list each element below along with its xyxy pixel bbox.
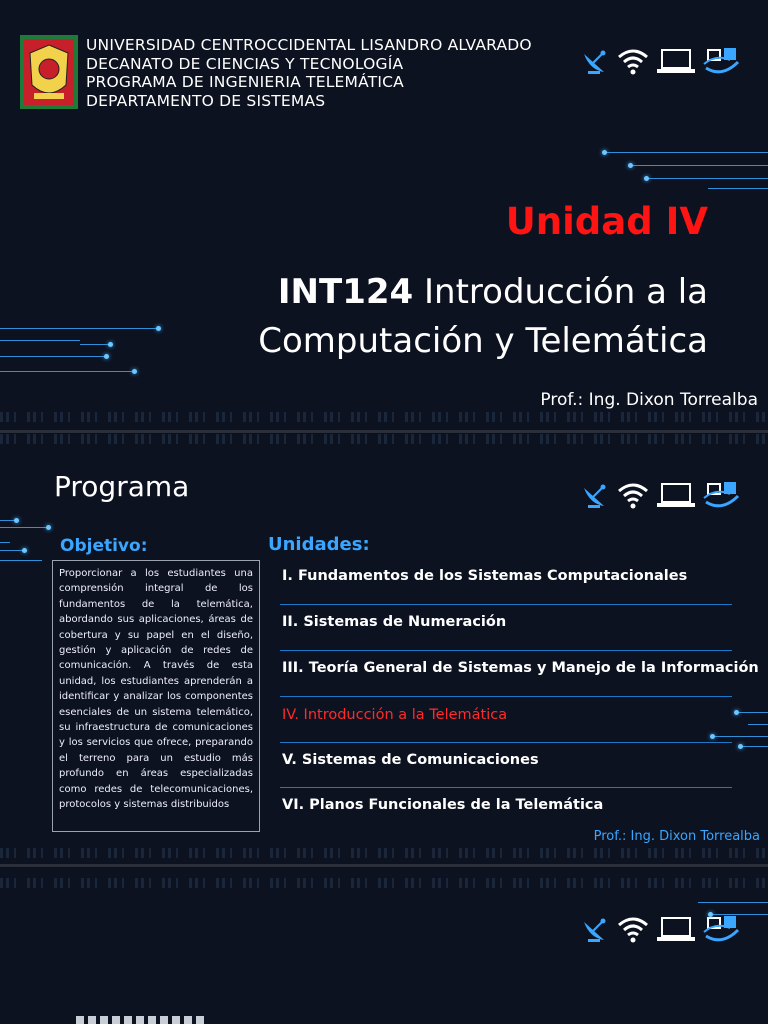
units-title: Unidades: bbox=[268, 534, 370, 555]
professor-name: Prof.: Ing. Dixon Torrealba bbox=[540, 390, 758, 410]
tech-icons bbox=[580, 46, 742, 76]
course-name-line2: Computación y Telemática bbox=[258, 321, 708, 361]
circuit-line bbox=[740, 746, 768, 747]
circuit-line bbox=[708, 188, 768, 189]
objective-text: Proporcionar a los estudiantes una comprensión integral de los fundamentos de la telemática, abordando sus aplicaciones, áreas de cobertura y su papel en el diseño, gestión y aplicación de redes de comunicación. A través de esta unidad, los estudiantes aprenderán a identificar y analizar los componentes esenciales de un sistema telemático, su infraestructura de comunicaciones y los servicios que ofrece, preparando el terreno para un estudio más profundo en áreas especializadas como redes de telecomunicaciones, protocolos y sistemas distribuidos bbox=[52, 560, 260, 832]
circuit-node bbox=[628, 163, 633, 168]
circuit-node bbox=[22, 548, 27, 553]
unit-item-current: IV. Introducción a la Telemática bbox=[282, 707, 508, 723]
circuit-node bbox=[46, 525, 51, 530]
circuit-node bbox=[708, 912, 713, 917]
header-line: DECANATO DE CIENCIAS Y TECNOLOGÍA bbox=[86, 54, 404, 73]
wifi-icon bbox=[616, 46, 650, 76]
circuit-node bbox=[602, 150, 607, 155]
wifi-icon bbox=[616, 480, 650, 510]
course-code: INT124 bbox=[277, 272, 414, 312]
unit-item: I. Fundamentos de los Sistemas Computacionales bbox=[282, 568, 688, 584]
program-slide bbox=[0, 434, 768, 864]
third-slide bbox=[0, 868, 768, 1024]
laptop-icon bbox=[656, 47, 696, 75]
circuit-line bbox=[630, 165, 768, 166]
header-line: DEPARTAMENTO DE SISTEMAS bbox=[86, 91, 326, 110]
institution-header bbox=[86, 36, 532, 110]
network-icon bbox=[702, 480, 742, 510]
network-icon bbox=[702, 914, 742, 944]
dot-pattern bbox=[0, 434, 768, 444]
slide-divider bbox=[0, 864, 768, 867]
circuit-line bbox=[0, 340, 80, 341]
unit-separator bbox=[280, 742, 732, 743]
circuit-line bbox=[0, 356, 106, 357]
circuit-line bbox=[0, 527, 48, 528]
circuit-line bbox=[646, 178, 768, 179]
dot-pattern bbox=[0, 848, 768, 858]
network-icon bbox=[702, 46, 742, 76]
title-slide bbox=[0, 0, 768, 430]
circuit-node bbox=[738, 744, 743, 749]
laptop-icon bbox=[656, 481, 696, 509]
objective-title: Objetivo: bbox=[60, 536, 148, 556]
unit-separator bbox=[280, 787, 732, 788]
dot-pattern bbox=[0, 878, 768, 888]
circuit-line bbox=[0, 550, 24, 551]
circuit-node bbox=[14, 518, 19, 523]
circuit-node bbox=[104, 354, 109, 359]
unit-separator bbox=[280, 696, 732, 697]
satellite-dish-icon bbox=[580, 914, 610, 944]
circuit-line bbox=[0, 328, 158, 329]
circuit-line bbox=[604, 152, 768, 153]
circuit-line bbox=[0, 560, 42, 561]
laptop-icon bbox=[656, 915, 696, 943]
tech-icons bbox=[580, 480, 742, 510]
circuit-node bbox=[132, 369, 137, 374]
wifi-icon bbox=[616, 914, 650, 944]
tech-icons bbox=[580, 914, 742, 944]
header-line: UNIVERSIDAD CENTROCCIDENTAL LISANDRO ALVARADO bbox=[86, 36, 532, 54]
circuit-node bbox=[734, 710, 739, 715]
circuit-node bbox=[108, 342, 113, 347]
circuit-line bbox=[710, 914, 768, 915]
circuit-node bbox=[644, 176, 649, 181]
circuit-line bbox=[0, 542, 10, 543]
unit-label: Unidad IV bbox=[505, 200, 708, 243]
circuit-line bbox=[0, 371, 134, 372]
circuit-node bbox=[710, 734, 715, 739]
satellite-dish-icon bbox=[580, 46, 610, 76]
circuit-node bbox=[156, 326, 161, 331]
unit-separator bbox=[280, 604, 732, 605]
circuit-line bbox=[736, 712, 768, 713]
unit-item: V. Sistemas de Comunicaciones bbox=[282, 752, 539, 768]
satellite-dish-icon bbox=[580, 480, 610, 510]
slide-title: Programa bbox=[54, 470, 190, 503]
unit-separator bbox=[280, 650, 732, 651]
university-logo bbox=[20, 35, 78, 109]
header-line: PROGRAMA DE INGENIERIA TELEMÁTICA bbox=[86, 73, 404, 91]
course-name-line1: Introducción a la bbox=[424, 272, 708, 312]
unit-item: III. Teoría General de Sistemas y Manejo de la Información bbox=[282, 660, 759, 676]
circuit-line bbox=[712, 736, 768, 737]
unit-item: VI. Planos Funcionales de la Telemática bbox=[282, 797, 604, 813]
slide-divider bbox=[0, 430, 768, 433]
circuit-line bbox=[698, 902, 768, 903]
professor-name: Prof.: Ing. Dixon Torrealba bbox=[593, 829, 760, 844]
circuit-line bbox=[80, 344, 110, 345]
dot-pattern bbox=[76, 1016, 206, 1024]
course-title bbox=[258, 268, 708, 366]
dot-pattern bbox=[0, 412, 768, 422]
circuit-line bbox=[748, 724, 768, 725]
unit-item: II. Sistemas de Numeración bbox=[282, 614, 507, 630]
